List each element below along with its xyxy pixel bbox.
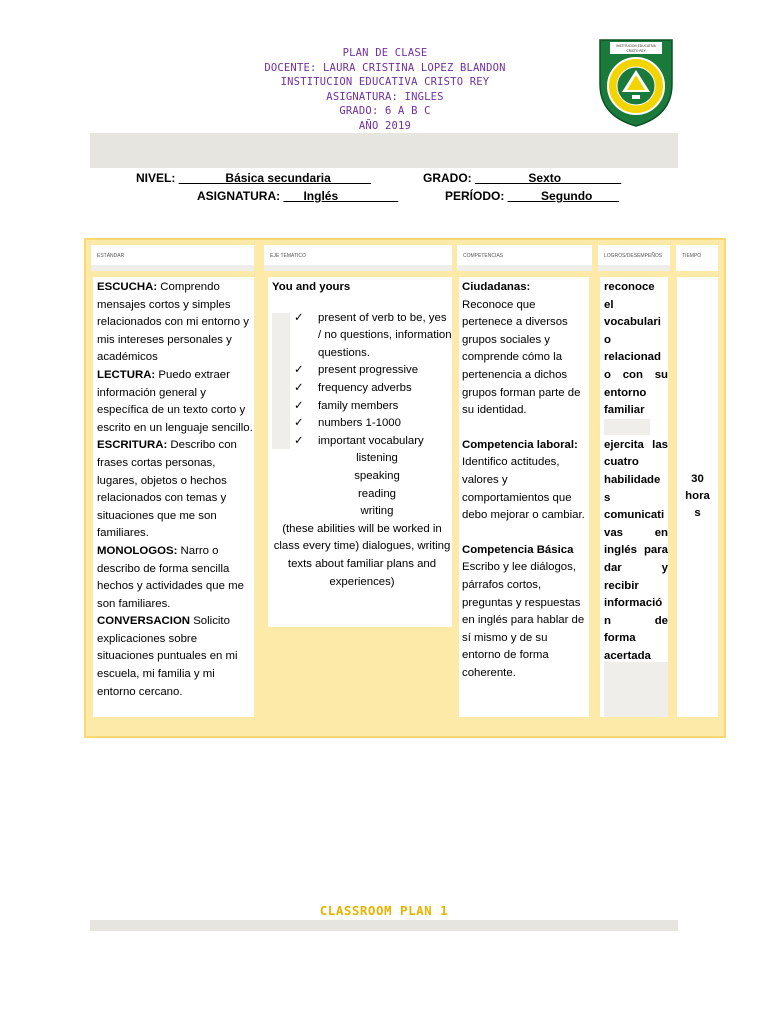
header-line-plan: PLAN DE CLASE [342, 47, 428, 59]
footer-gray-band [90, 920, 678, 931]
header-line-anio: AÑO 2019 [358, 119, 412, 132]
header-gray-band [90, 133, 678, 168]
grado-label: GRADO: [423, 171, 472, 185]
asignatura-field [197, 189, 398, 203]
logros-line: vocabulari [604, 316, 661, 329]
svg-text:INSTITUCION EDUCATIVA: INSTITUCION EDUCATIVA [616, 44, 656, 48]
logros-group-a [604, 279, 668, 420]
checkmark-icon: ✓ [294, 311, 304, 324]
logros-line: cuatro [604, 456, 639, 469]
grado-field [423, 171, 621, 185]
skill-listening: listening [356, 452, 398, 465]
logros-line: inglés para [604, 544, 668, 557]
classroom-plan-title: CLASSROOM PLAN 1 [319, 903, 449, 918]
header-line-asignatura: ASIGNATURA: INGLES [326, 90, 444, 103]
tiempo-cell [677, 277, 718, 717]
table-header-tiempo: TIEMPO [676, 245, 718, 271]
basica-text: Escribo y lee diálogos, párrafos cortos, preguntas y respuestas en inglés para hablar de sí mismo y de su entorno de forma coherente. [462, 561, 585, 679]
school-crest-icon [596, 32, 676, 128]
eje-title: You and yours [272, 281, 351, 293]
skill-writing: writing [360, 505, 394, 518]
ciudadanas-label: Ciudadanas: [462, 281, 531, 293]
list-item: ✓ numbers 1-1000 [272, 415, 452, 433]
logros-line: entorno [604, 386, 647, 399]
logros-line: acertada [604, 649, 651, 662]
logros-line: n de [604, 614, 668, 627]
logros-line: o [604, 333, 611, 346]
logros-line: dar y [604, 561, 668, 574]
logros-line: habilidade [604, 473, 661, 486]
logros-line: comunicati [604, 509, 665, 522]
basica-label: Competencia Básica [462, 543, 574, 556]
logros-line: o con su [604, 368, 668, 381]
header-line-institucion: INSTITUCION EDUCATIVA CRISTO REY [280, 76, 490, 88]
skill-reading: reading [358, 487, 396, 500]
periodo-value: _____Segundo____ [507, 189, 620, 203]
laboral-label: Competencia laboral: [462, 438, 578, 451]
asignatura-label: ASIGNATURA: [197, 189, 281, 203]
logros-line: forma [604, 632, 636, 645]
list-item: ✓ present of verb to be, yes / no questions, information questions. [294, 311, 452, 359]
escucha-text: Comprendo mensajes cortos y simples relacionados con mi entorno y mis intereses personales y académicos [97, 281, 249, 364]
logros-group-b [604, 437, 668, 666]
logros-line: reconoce [604, 281, 655, 293]
list-item: ✓ family members [272, 398, 452, 416]
monologos-text: Narro o describo de forma sencilla hechos y actividades que me son familiares. [97, 544, 244, 610]
nivel-field [136, 171, 371, 185]
asignatura-value: ___Inglés_________ [283, 189, 399, 203]
logros-line: informació [604, 597, 663, 610]
table-header-competencias: COMPETENCIAS [457, 245, 592, 271]
checkmark-icon: ✓ [294, 381, 304, 394]
list-item: ✓ important vocabulary [272, 433, 452, 451]
grado-value: ________Sexto_________ [475, 171, 622, 185]
escucha-label: ESCUCHA: [97, 281, 158, 293]
conversacion-text: Solicito explicaciones sobre situaciones puntuales en mi escuela, mi familia y mi entorno cercano. [97, 615, 238, 698]
logros-line: ejercita las [604, 438, 668, 451]
checkmark-icon: ✓ [294, 417, 304, 430]
ciudadanas-text: Reconoce que pertenece a diversos grupos sociales y comprende cómo la pertenencia a dichos grupos forman parte de su identidad. [462, 298, 581, 417]
logros-line: s [604, 491, 611, 504]
competencias-cell [459, 277, 589, 717]
skill-speaking: speaking [354, 469, 400, 482]
tiempo-value: 30 hora s [685, 473, 710, 519]
table-header-logros: LOGROS/DESEMPEÑOS [598, 245, 670, 271]
logros-line: relacionad [604, 351, 661, 364]
table-header-estandar: ESTÁNDAR [91, 245, 254, 271]
logros-line: familiar [604, 404, 645, 417]
logros-line: vas en [604, 526, 668, 539]
checkmark-icon: ✓ [294, 364, 304, 377]
periodo-field [445, 189, 619, 203]
svg-text:CRISTO REY: CRISTO REY [626, 49, 646, 53]
escritura-label: ESCRITURA: [97, 439, 168, 452]
list-item: ✓ frequency adverbs [272, 380, 452, 398]
header-line-docente: DOCENTE: LAURA CRISTINA LOPEZ BLANDON [264, 61, 506, 74]
logros-cell [600, 277, 668, 717]
eje-note: (these abilities will be worked in class every time) dialogues, writing texts about familiar plans and experiences) [273, 522, 451, 588]
logros-shade [604, 419, 650, 435]
checkmark-icon: ✓ [294, 434, 304, 447]
lectura-text: Puedo extraer información general y específica de un texto corto y escrito en un lenguaje sencillo. [97, 368, 253, 434]
nivel-label: NIVEL: [136, 171, 176, 185]
periodo-label: PERÍODO: [445, 189, 505, 203]
logros-line: recibir [604, 579, 639, 592]
estandar-cell [93, 277, 254, 717]
lectura-label: LECTURA: [97, 368, 156, 381]
escritura-text: Describo con frases cortas personas, lugares, objetos o hechos relacionados con temas y situaciones que me son familiares. [97, 439, 237, 540]
laboral-text: Identifico actitudes, valores y comportamientos que debo mejorar o cambiar. [462, 456, 585, 522]
nivel-value: _______Básica secundaria______ [178, 171, 371, 185]
eje-cell [268, 277, 452, 627]
header-line-grado: GRADO: 6 A B C [339, 105, 431, 117]
table-header-eje: EJE TEMATICO [264, 245, 452, 271]
logros-shade [604, 662, 668, 717]
document-header [200, 46, 570, 133]
logros-line: el [604, 298, 614, 311]
conversacion-label: CONVERSACION [97, 615, 191, 628]
monologos-label: MONOLOGOS: [97, 544, 178, 557]
checkmark-icon: ✓ [294, 399, 304, 412]
list-item: ✓ present progressive [272, 362, 452, 380]
